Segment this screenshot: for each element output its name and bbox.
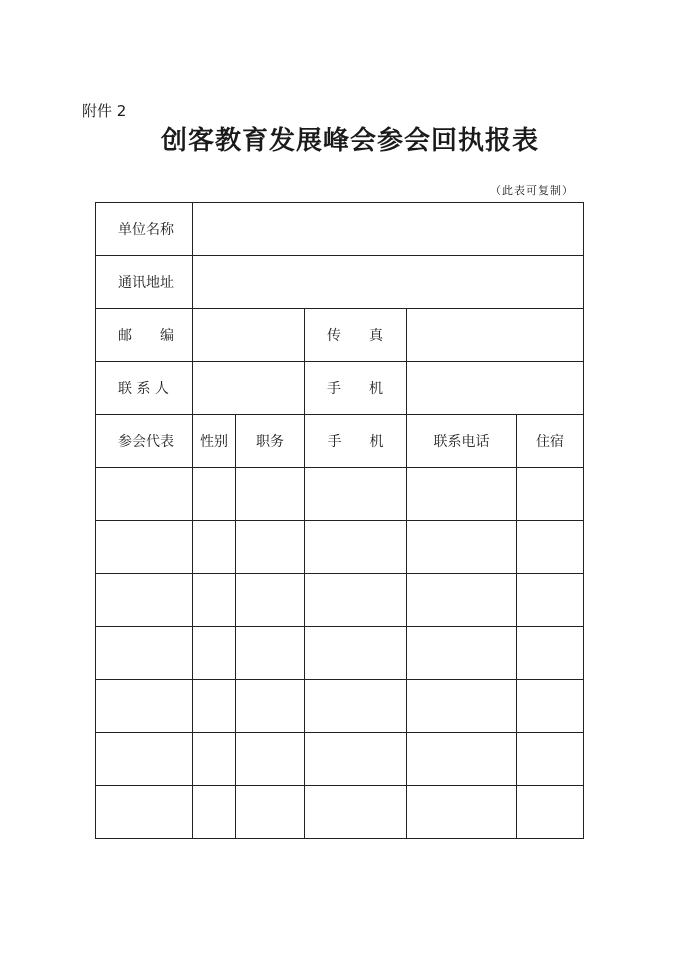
address-row xyxy=(96,256,584,309)
lodging-cell[interactable] xyxy=(517,468,584,521)
unit-name-row xyxy=(96,203,584,256)
gender-cell[interactable] xyxy=(193,468,236,521)
delegate-cell[interactable] xyxy=(96,521,193,574)
fax-label: 传 真 xyxy=(305,309,407,362)
copy-note: （此表可复制） xyxy=(490,184,574,197)
gender-cell[interactable] xyxy=(193,680,236,733)
contact-field[interactable] xyxy=(193,362,305,415)
col-header-lodging: 住宿 xyxy=(517,415,584,468)
unit-name-label: 单位名称 xyxy=(96,203,193,256)
col-header-gender: 性别 xyxy=(193,415,236,468)
phone-cell[interactable] xyxy=(407,468,517,521)
position-cell[interactable] xyxy=(236,733,305,786)
delegate-row xyxy=(96,680,584,733)
mobile-cell[interactable] xyxy=(305,468,407,521)
attachment-label: 附件 2 xyxy=(82,102,127,120)
gender-cell[interactable] xyxy=(193,786,236,839)
phone-cell[interactable] xyxy=(407,521,517,574)
registration-form-table xyxy=(95,202,584,839)
delegate-cell[interactable] xyxy=(96,468,193,521)
position-cell[interactable] xyxy=(236,627,305,680)
col-header-position: 职务 xyxy=(236,415,305,468)
phone-cell[interactable] xyxy=(407,733,517,786)
delegate-row xyxy=(96,627,584,680)
mobile-cell[interactable] xyxy=(305,521,407,574)
gender-cell[interactable] xyxy=(193,521,236,574)
mobile-field[interactable] xyxy=(407,362,584,415)
address-label: 通讯地址 xyxy=(96,256,193,309)
position-cell[interactable] xyxy=(236,521,305,574)
contact-mobile-row xyxy=(96,362,584,415)
lodging-cell[interactable] xyxy=(517,733,584,786)
delegate-cell[interactable] xyxy=(96,733,193,786)
delegate-cell[interactable] xyxy=(96,627,193,680)
lodging-cell[interactable] xyxy=(517,680,584,733)
position-cell[interactable] xyxy=(236,786,305,839)
fax-field[interactable] xyxy=(407,309,584,362)
postcode-fax-row xyxy=(96,309,584,362)
postcode-label: 邮 编 xyxy=(96,309,193,362)
mobile-cell[interactable] xyxy=(305,786,407,839)
lodging-cell[interactable] xyxy=(517,574,584,627)
gender-cell[interactable] xyxy=(193,574,236,627)
gender-cell[interactable] xyxy=(193,733,236,786)
contact-label: 联 系 人 xyxy=(96,362,193,415)
phone-cell[interactable] xyxy=(407,786,517,839)
col-header-delegate: 参会代表 xyxy=(96,415,193,468)
delegate-cell[interactable] xyxy=(96,680,193,733)
position-cell[interactable] xyxy=(236,680,305,733)
delegate-row xyxy=(96,574,584,627)
address-field[interactable] xyxy=(193,256,584,309)
lodging-cell[interactable] xyxy=(517,786,584,839)
col-header-mobile: 手 机 xyxy=(305,415,407,468)
delegate-cell[interactable] xyxy=(96,786,193,839)
gender-cell[interactable] xyxy=(193,627,236,680)
mobile-cell[interactable] xyxy=(305,574,407,627)
delegate-cell[interactable] xyxy=(96,574,193,627)
column-header-row xyxy=(96,415,584,468)
position-cell[interactable] xyxy=(236,574,305,627)
phone-cell[interactable] xyxy=(407,680,517,733)
page-title: 创客教育发展峰会参会回执报表 xyxy=(160,126,539,156)
phone-cell[interactable] xyxy=(407,574,517,627)
col-header-phone: 联系电话 xyxy=(407,415,517,468)
mobile-cell[interactable] xyxy=(305,627,407,680)
delegate-row xyxy=(96,733,584,786)
mobile-label: 手 机 xyxy=(305,362,407,415)
postcode-field[interactable] xyxy=(193,309,305,362)
lodging-cell[interactable] xyxy=(517,521,584,574)
delegate-row xyxy=(96,786,584,839)
phone-cell[interactable] xyxy=(407,627,517,680)
mobile-cell[interactable] xyxy=(305,680,407,733)
delegate-row xyxy=(96,468,584,521)
lodging-cell[interactable] xyxy=(517,627,584,680)
delegate-row xyxy=(96,521,584,574)
position-cell[interactable] xyxy=(236,468,305,521)
unit-name-field[interactable] xyxy=(193,203,584,256)
mobile-cell[interactable] xyxy=(305,733,407,786)
